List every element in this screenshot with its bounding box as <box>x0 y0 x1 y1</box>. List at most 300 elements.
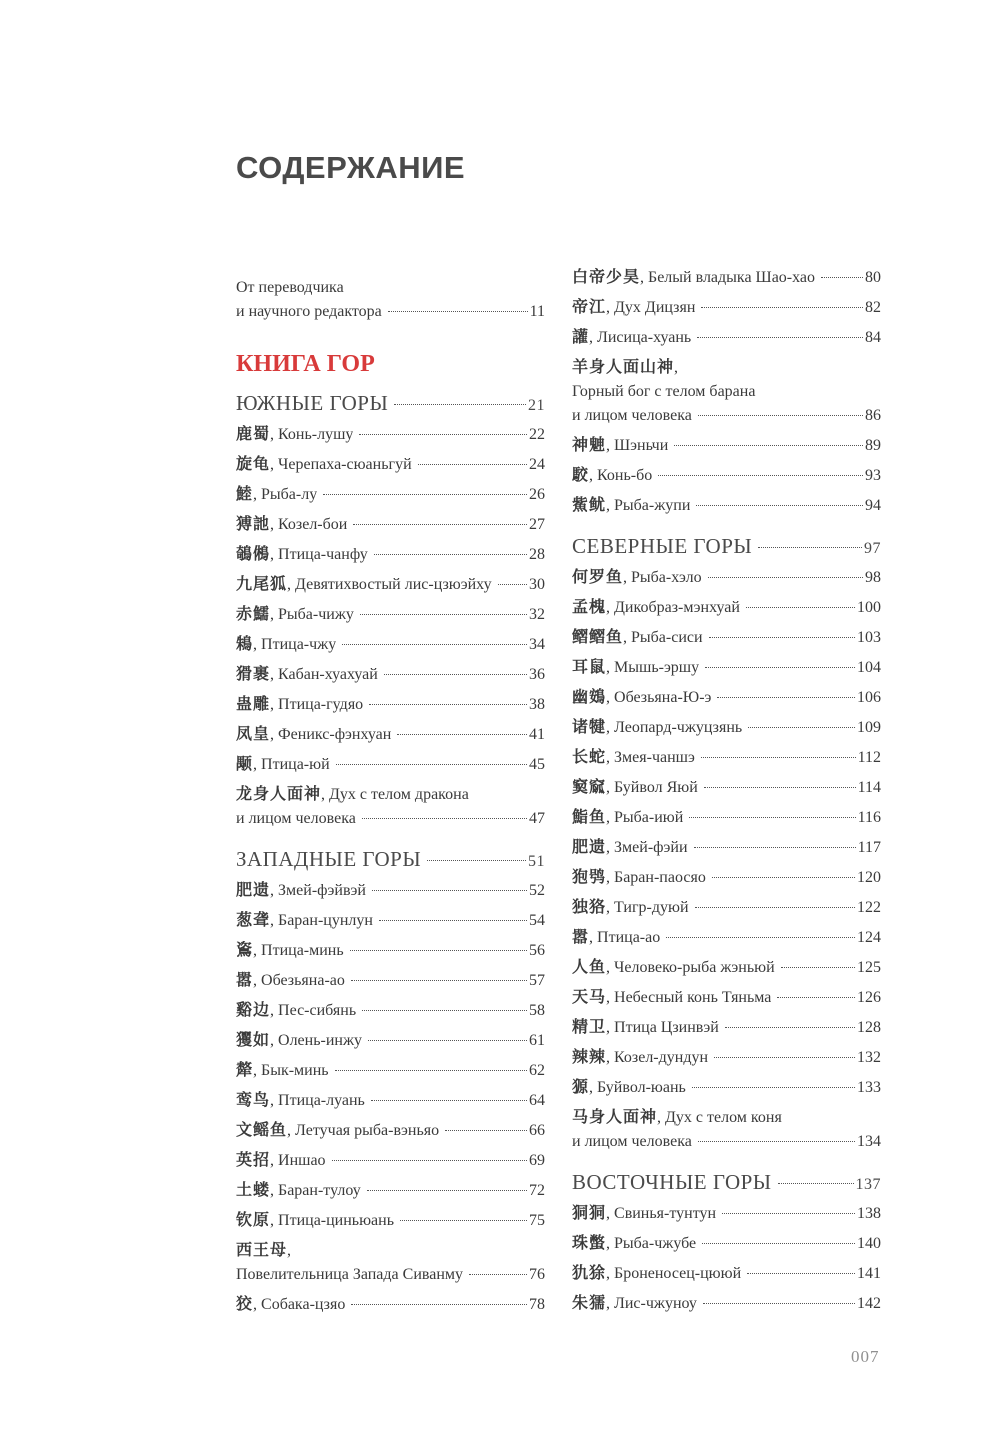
dot-leader <box>689 817 855 818</box>
toc-entry[interactable] <box>572 985 881 1015</box>
toc-entry[interactable] <box>236 938 545 968</box>
dot-leader <box>498 584 527 585</box>
section-heading-east[interactable] <box>572 1165 881 1201</box>
chinese-name: 赤鱬 <box>236 604 271 623</box>
page-number: 21 <box>528 397 545 414</box>
chinese-name: 窫窳 <box>572 777 607 796</box>
chinese-name: 玃如 <box>236 1030 271 1049</box>
toc-entry[interactable] <box>236 1058 545 1088</box>
entry-line <box>572 1130 881 1154</box>
page-number: 26 <box>529 486 545 503</box>
toc-entry[interactable] <box>236 482 545 512</box>
toc-entry[interactable] <box>572 1015 881 1045</box>
entry-label <box>236 452 412 477</box>
entry-label <box>572 925 660 950</box>
russian-name: , Летучая рыба-вэньяо <box>287 1122 440 1139</box>
chinese-name: 葱聋 <box>236 910 271 929</box>
toc-entry[interactable] <box>572 463 881 493</box>
toc-entry[interactable] <box>572 1105 881 1159</box>
chinese-name: 讙 <box>572 327 590 346</box>
chinese-name: 狪狪 <box>572 1203 607 1222</box>
entry-label <box>572 1015 719 1040</box>
toc-entry[interactable] <box>236 1148 545 1178</box>
entry-line <box>572 404 881 428</box>
toc-entry[interactable] <box>236 752 545 782</box>
dot-leader <box>821 277 863 278</box>
dot-leader <box>658 475 863 476</box>
toc-entry[interactable] <box>572 625 881 655</box>
entry-label <box>572 835 688 860</box>
chinese-name: 猾裹 <box>236 664 271 683</box>
dot-leader <box>696 505 863 506</box>
toc-entry[interactable] <box>572 925 881 955</box>
russian-name: , Рыба-сиси <box>623 629 703 646</box>
russian-name: , Конь-бо <box>589 467 653 484</box>
toc-entry[interactable] <box>572 745 881 775</box>
dot-leader <box>445 1130 527 1131</box>
entry-label <box>236 482 317 507</box>
chinese-name: 何罗鱼 <box>572 567 624 586</box>
page-number: 112 <box>857 749 881 766</box>
russian-name: , Обезьяна-ао <box>253 972 345 989</box>
chinese-name: 旋龟 <box>236 454 271 473</box>
russian-name: , Рыба-июй <box>606 809 684 826</box>
toc-entry[interactable] <box>572 715 881 745</box>
chinese-name: 西王母 <box>236 1240 288 1259</box>
dot-leader <box>702 1243 855 1244</box>
entry-label <box>236 938 344 963</box>
page-number: 27 <box>529 516 545 533</box>
entry-label <box>236 1028 362 1053</box>
chinese-name: 孟槐 <box>572 597 607 616</box>
toc-entry[interactable] <box>236 452 545 482</box>
toc-entry[interactable] <box>572 1261 881 1291</box>
toc-entry[interactable] <box>572 685 881 715</box>
toc-entry[interactable] <box>572 565 881 595</box>
toc-entry[interactable] <box>572 955 881 985</box>
page-number: 66 <box>529 1122 545 1139</box>
page-number: 64 <box>529 1092 545 1109</box>
page-number: 54 <box>529 912 545 929</box>
toc-entry-intro[interactable] <box>236 276 545 330</box>
entry-label <box>236 1292 345 1317</box>
toc-entry[interactable] <box>236 968 545 998</box>
page-number: 114 <box>857 779 881 796</box>
entry-label <box>236 1118 439 1143</box>
entry-label <box>572 565 702 590</box>
toc-entry[interactable] <box>572 325 881 355</box>
russian-name: , Обезьяна-Ю-э <box>606 689 712 706</box>
chinese-name: 猼訑 <box>236 514 271 533</box>
toc-entry[interactable] <box>236 662 545 692</box>
russian-name: , Девятихвостый лис-цзюэйху <box>287 576 492 593</box>
toc-entry[interactable] <box>572 1075 881 1105</box>
entry-label: и научного редактора <box>236 303 382 320</box>
entry-label <box>572 493 690 518</box>
dot-leader <box>388 311 528 312</box>
page-number: 133 <box>857 1079 881 1096</box>
dot-leader <box>342 644 527 645</box>
page-number: 76 <box>529 1266 545 1283</box>
comma: , <box>674 359 679 376</box>
chinese-name: 駮 <box>572 465 590 484</box>
toc-entry[interactable] <box>572 355 881 433</box>
entry-line <box>236 1238 545 1263</box>
russian-name: , Козел-бои <box>270 516 348 533</box>
chinese-name: 神䰠 <box>572 435 607 454</box>
entry-list-continued <box>572 433 881 523</box>
entry-label <box>236 542 368 567</box>
russian-name: , Кабан-хуахуай <box>270 666 378 683</box>
page-number: 24 <box>529 456 545 473</box>
russian-name: , Собака-цзяо <box>253 1296 346 1313</box>
entry-label <box>236 1088 365 1113</box>
toc-entry[interactable] <box>572 655 881 685</box>
chinese-name: 鯥 <box>236 484 254 503</box>
dot-leader <box>394 404 526 405</box>
dot-leader <box>666 937 855 938</box>
chinese-name: 谿边 <box>236 1000 271 1019</box>
page-number: 78 <box>529 1296 545 1313</box>
russian-name: , Баран-паосяо <box>606 869 706 886</box>
russian-name: , Птица-юй <box>253 756 330 773</box>
entry-line: Горный бог с телом барана <box>572 383 756 400</box>
page-number: 116 <box>857 809 881 826</box>
entry-label <box>236 662 378 687</box>
dot-leader <box>400 1220 527 1221</box>
toc-entry[interactable] <box>236 1118 545 1148</box>
toc-entry[interactable] <box>572 433 881 463</box>
dot-leader <box>701 307 863 308</box>
entry-label <box>572 295 695 320</box>
page-number: 38 <box>529 696 545 713</box>
chinese-name: 犛 <box>236 1060 254 1079</box>
page-number: 104 <box>857 659 881 676</box>
page-number: 120 <box>857 869 881 886</box>
page-number: 58 <box>529 1002 545 1019</box>
entry-line <box>572 1105 881 1130</box>
entry-label <box>236 1058 329 1083</box>
russian-name: , Рыба-жупи <box>606 497 691 514</box>
page-number: 41 <box>529 726 545 743</box>
russian-name: , Дух Дицзян <box>606 299 696 316</box>
dot-leader <box>746 607 855 608</box>
page-folio: 007 <box>851 1347 880 1366</box>
russian-name: , Змей-фэйвэй <box>270 882 366 899</box>
entry-label <box>236 1178 361 1203</box>
dot-leader <box>332 1160 527 1161</box>
entry-label <box>572 1201 716 1226</box>
dot-leader <box>351 1304 527 1305</box>
russian-name: , Рыба-чжубе <box>606 1235 697 1252</box>
entry-line <box>572 355 881 380</box>
chinese-name: 帝江 <box>572 297 607 316</box>
page-number: 56 <box>529 942 545 959</box>
page-number: 34 <box>529 636 545 653</box>
page-number: 134 <box>857 1133 881 1150</box>
entry-line <box>236 1263 545 1287</box>
russian-name: , Лис-чжуноу <box>606 1295 697 1312</box>
dot-leader <box>709 637 855 638</box>
dot-leader <box>777 997 855 998</box>
section-heading-west[interactable] <box>236 842 545 878</box>
entry-label <box>236 1208 394 1233</box>
page-number: 84 <box>865 329 881 346</box>
russian-name: , Конь-лушу <box>270 426 354 443</box>
dot-leader <box>372 890 527 891</box>
entry-label: и лицом человека <box>572 407 692 424</box>
dot-leader <box>717 697 855 698</box>
page-number: 51 <box>528 853 545 870</box>
entry-line <box>236 300 545 324</box>
page-number: 28 <box>529 546 545 563</box>
chinese-name: 鹿蜀 <box>236 424 271 443</box>
toc-entry[interactable] <box>236 512 545 542</box>
section-title: ВОСТОЧНЫЕ ГОРЫ <box>572 1170 772 1194</box>
page-number: 140 <box>857 1235 881 1252</box>
page-number: 69 <box>529 1152 545 1169</box>
russian-name: , Буйвол Яюй <box>606 779 698 796</box>
dot-leader <box>708 577 863 578</box>
dot-leader <box>692 1087 855 1088</box>
russian-name: , Свинья-тунтун <box>606 1205 717 1222</box>
dot-leader <box>397 734 527 735</box>
chinese-name: 狡 <box>236 1294 254 1313</box>
section-heading-south[interactable] <box>236 386 545 422</box>
entry-label <box>572 1075 686 1100</box>
toc-entry[interactable] <box>236 422 545 452</box>
dot-leader <box>781 967 855 968</box>
entry-label <box>572 433 668 458</box>
entry-label <box>572 685 711 710</box>
dot-leader <box>362 818 527 819</box>
chinese-name: 朱獳 <box>572 1293 607 1312</box>
page-number: 122 <box>857 899 881 916</box>
entry-label <box>572 1291 697 1316</box>
dot-leader <box>351 980 527 981</box>
russian-name: , Бык-минь <box>253 1062 329 1079</box>
toc-entry[interactable] <box>572 805 881 835</box>
toc-entry[interactable] <box>236 602 545 632</box>
page-number: 47 <box>529 810 545 827</box>
dot-leader <box>705 667 855 668</box>
russian-name: , Баран-тулоу <box>270 1182 361 1199</box>
entry-label <box>236 632 336 657</box>
toc-entry[interactable] <box>572 775 881 805</box>
toc-entry[interactable] <box>236 1178 545 1208</box>
russian-name: , Рыба-хэло <box>623 569 702 586</box>
russian-name: , Мышь-эршу <box>606 659 700 676</box>
dot-leader <box>694 847 856 848</box>
chinese-name: 独狢 <box>572 897 607 916</box>
entry-label <box>236 968 345 993</box>
entry-label <box>236 422 353 447</box>
toc-entry[interactable] <box>236 782 545 836</box>
dot-leader <box>725 1027 855 1028</box>
russian-name: , Броненосец-цююй <box>606 1265 742 1282</box>
dot-leader <box>359 434 527 435</box>
toc-entry[interactable] <box>572 895 881 925</box>
comma: , <box>287 1242 292 1259</box>
dot-leader <box>722 1213 855 1214</box>
toc-entry[interactable] <box>572 865 881 895</box>
chinese-name: 狍鸮 <box>572 867 607 886</box>
dot-leader <box>323 494 527 495</box>
entry-list-north <box>572 565 881 1105</box>
entry-label <box>572 463 652 488</box>
toc-entry[interactable] <box>236 1238 545 1292</box>
page-number: 97 <box>864 540 881 557</box>
entry-label: и лицом человека <box>572 1133 692 1150</box>
toc-entry[interactable] <box>236 908 545 938</box>
russian-name: , Птица-гудяо <box>270 696 364 713</box>
dot-leader <box>371 1100 527 1101</box>
entry-label <box>572 895 689 920</box>
entry-label <box>236 878 366 903</box>
page-number: 106 <box>857 689 881 706</box>
dot-leader <box>362 1010 527 1011</box>
toc-column-right <box>572 265 881 1321</box>
toc-entry[interactable] <box>236 1292 545 1322</box>
dot-leader <box>703 1303 855 1304</box>
page-number: 82 <box>865 299 881 316</box>
chinese-name: 幽鴳 <box>572 687 607 706</box>
entry-line: От переводчика <box>236 279 344 296</box>
toc-entry[interactable] <box>236 542 545 572</box>
dot-leader <box>697 337 863 338</box>
toc-entry[interactable] <box>236 1208 545 1238</box>
russian-name: , Птица-циньюань <box>270 1212 395 1229</box>
page-number: 75 <box>529 1212 545 1229</box>
chinese-name: 嚣 <box>572 927 590 946</box>
russian-name: , Иншао <box>270 1152 326 1169</box>
entry-list-continued <box>572 265 881 355</box>
entry-list-east <box>572 1201 881 1321</box>
chinese-name: 土蝼 <box>236 1180 271 1199</box>
toc-entry[interactable] <box>236 722 545 752</box>
russian-name: , Леопард-чжуцзянь <box>606 719 743 736</box>
toc-entry[interactable] <box>572 1291 881 1321</box>
toc-entry[interactable] <box>236 998 545 1028</box>
chinese-name: 马身人面神 <box>572 1107 658 1126</box>
chinese-name: 蛊雕 <box>236 694 271 713</box>
entry-label <box>236 512 347 537</box>
dot-leader <box>360 614 527 615</box>
russian-name: , Птица-ао <box>589 929 661 946</box>
russian-name: , Шэньчи <box>606 437 669 454</box>
russian-name: , Небесный конь Тяньма <box>606 989 772 1006</box>
dot-leader <box>712 877 855 878</box>
dot-leader <box>353 524 527 525</box>
page-number: 61 <box>529 1032 545 1049</box>
russian-name: , Черепаха-сюаньгуй <box>270 456 412 473</box>
toc-entry[interactable] <box>236 1088 545 1118</box>
entry-label: Повелительница Запада Сиванму <box>236 1266 464 1283</box>
entry-list-south <box>236 422 545 782</box>
dot-leader <box>778 1183 854 1184</box>
page-title: СОДЕРЖАНИЕ <box>236 150 466 185</box>
entry-label <box>572 325 691 350</box>
toc-entry[interactable] <box>572 295 881 325</box>
toc-entry[interactable] <box>572 493 881 523</box>
page-number: 89 <box>865 437 881 454</box>
page-number: 52 <box>529 882 545 899</box>
toc-entry[interactable] <box>236 1028 545 1058</box>
page-number: 103 <box>857 629 881 646</box>
russian-name: , Буйвол-юань <box>589 1079 686 1096</box>
chinese-name: 英招 <box>236 1150 271 1169</box>
page-number: 138 <box>857 1205 881 1222</box>
entry-label <box>572 595 740 620</box>
entry-label <box>572 1261 741 1286</box>
chinese-name: 犰狳 <box>572 1263 607 1282</box>
toc-entry[interactable] <box>236 692 545 722</box>
entry-line <box>236 782 545 807</box>
chinese-name: 嚣 <box>236 970 254 989</box>
toc-entry[interactable] <box>572 1201 881 1231</box>
page-number: 128 <box>857 1019 881 1036</box>
russian-name: , Змея-чаншэ <box>606 749 695 766</box>
dot-leader <box>701 757 856 758</box>
dot-leader <box>758 547 862 548</box>
page-number: 142 <box>857 1295 881 1312</box>
toc-entry[interactable] <box>572 1231 881 1261</box>
russian-name: , Пес-сибянь <box>270 1002 357 1019</box>
section-title: ЗАПАДНЫЕ ГОРЫ <box>236 847 422 871</box>
page-number: 36 <box>529 666 545 683</box>
entry-label <box>572 775 698 800</box>
toc-entry[interactable] <box>572 595 881 625</box>
russian-name: , Олень-инжу <box>270 1032 363 1049</box>
page-number: 30 <box>529 576 545 593</box>
page-number: 45 <box>529 756 545 773</box>
page-number: 32 <box>529 606 545 623</box>
page-number: 132 <box>857 1049 881 1066</box>
section-heading-north[interactable] <box>572 529 881 565</box>
russian-name: , Птица-луань <box>270 1092 365 1109</box>
page-number: 125 <box>857 959 881 976</box>
chinese-name: 凤皇 <box>236 724 271 743</box>
toc-entry[interactable] <box>572 835 881 865</box>
page-number: 86 <box>865 407 881 424</box>
russian-name: , Белый владыка Шао-хао <box>640 269 816 286</box>
toc-entry[interactable] <box>572 1045 881 1075</box>
toc-entry[interactable] <box>236 878 545 908</box>
toc-column-left <box>236 276 545 1322</box>
russian-name: , Змей-фэйи <box>606 839 688 856</box>
dot-leader <box>379 920 527 921</box>
entry-label <box>572 715 742 740</box>
entry-label <box>236 998 356 1023</box>
entry-label <box>572 265 815 290</box>
entry-label <box>236 602 354 627</box>
chinese-name: 白帝少昊 <box>572 267 641 286</box>
entry-list-west <box>236 878 545 1238</box>
dot-leader <box>384 674 527 675</box>
russian-name: , Рыба-лу <box>253 486 318 503</box>
page-number: 80 <box>865 269 881 286</box>
toc-entry[interactable] <box>236 632 545 662</box>
dot-leader <box>695 907 856 908</box>
chinese-name: 九尾狐 <box>236 574 288 593</box>
toc-entry[interactable] <box>572 265 881 295</box>
chinese-name: 鳛鳛鱼 <box>572 627 624 646</box>
page-number: 109 <box>857 719 881 736</box>
toc-entry[interactable] <box>236 572 545 602</box>
page-number: 72 <box>529 1182 545 1199</box>
dot-leader <box>714 1057 855 1058</box>
entry-label <box>236 752 330 777</box>
